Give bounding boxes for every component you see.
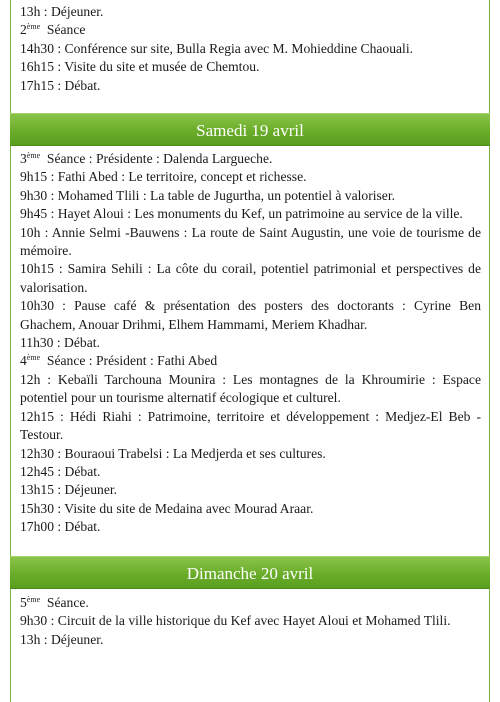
schedule-item: 12h30 : Bouraoui Trabelsi : La Medjerda et ses cultures. bbox=[20, 445, 326, 461]
schedule-item: 10h30 : Pause café & présentation des posters des doctorants : Cyrine Ben Ghachem, Anouar Drihmi, Elhem Hammami, Meriem Khadhar. bbox=[20, 298, 481, 332]
schedule-item: 15h30 : Visite du site de Medaina avec Mourad Araar. bbox=[20, 500, 314, 516]
schedule-item: 11h30 : Débat. bbox=[20, 335, 100, 351]
day-banner-sunday: Dimanche 20 avril bbox=[10, 556, 490, 589]
day-banner-saturday: Samedi 19 avril bbox=[10, 113, 490, 146]
saturday-section bbox=[10, 146, 490, 556]
seance-heading: 3ème Séance : Présidente : Dalenda Largueche. bbox=[20, 151, 273, 166]
schedule-item: 10h15 : Samira Sehili : La côte du corail, potentiel patrimonial et perspectives de valorisation. bbox=[20, 261, 481, 295]
schedule-item: 14h30 : Conférence sur site, Bulla Regia avec M. Mohieddine Chaouali. bbox=[20, 40, 413, 56]
schedule-item: 12h15 : Hédi Riahi : Patrimoine, territoire et développement : Medjez-El Beb - Testour. bbox=[20, 408, 481, 443]
schedule-item: 9h15 : Fathi Abed : Le territoire, concept et richesse. bbox=[20, 169, 307, 185]
schedule-item: 17h00 : Débat. bbox=[20, 519, 101, 535]
friday-afternoon-section bbox=[10, 0, 490, 113]
seance-heading: 4ème Séance : Président : Fathi Abed bbox=[20, 353, 218, 369]
schedule-item: 9h30 : Mohamed Tlili : La table de Jugurtha, un potentiel à valoriser. bbox=[20, 187, 396, 203]
schedule-item: 13h15 : Déjeuner. bbox=[20, 482, 118, 498]
schedule-item: 12h45 : Débat. bbox=[20, 463, 101, 479]
seance-heading: 2ème Séance bbox=[20, 22, 86, 38]
seance-heading: 5ème Séance. bbox=[20, 595, 89, 610]
schedule-item: 9h30 : Circuit de la ville historique du Kef avec Hayet Aloui et Mohamed Tlili. bbox=[20, 613, 451, 629]
schedule-item: 9h45 : Hayet Aloui : Les monuments du Kef, un patrimoine au service de la ville. bbox=[20, 206, 463, 222]
schedule-item: 17h15 : Débat. bbox=[20, 77, 101, 93]
schedule-item: 16h15 : Visite du site et musée de Chemtou. bbox=[20, 59, 260, 75]
schedule-item: 12h : Kebaïli Tarchouna Mounira : Les montagnes de la Khroumirie : Espace potentiel pour un tourisme alternatif écologique et culturel. bbox=[20, 371, 481, 406]
schedule-item: 10h : Annie Selmi -Bauwens : La route de Saint Augustin, une voie de tourisme de mémoire. bbox=[20, 224, 481, 259]
sunday-section bbox=[10, 589, 490, 702]
schedule-item: 13h : Déjeuner. bbox=[20, 631, 104, 647]
schedule-item: 13h : Déjeuner. bbox=[20, 4, 104, 19]
